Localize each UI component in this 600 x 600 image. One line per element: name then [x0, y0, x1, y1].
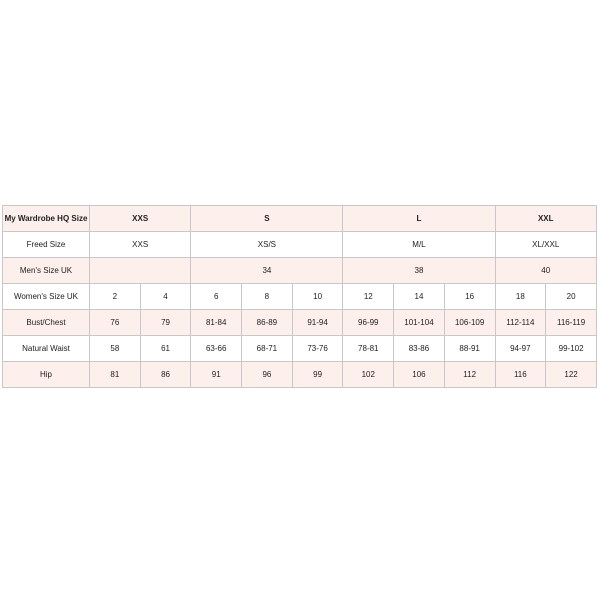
table-cell: 78-81 [343, 336, 394, 362]
table-cell: 91 [191, 362, 242, 388]
table-cell: 81 [90, 362, 141, 388]
table-row-hip [3, 362, 597, 388]
table-cell: 96 [242, 362, 293, 388]
table-cell: 20 [546, 284, 597, 310]
size-group-cell [90, 258, 191, 284]
size-group-cell: XS/S [191, 232, 343, 258]
table-cell: 83-86 [394, 336, 445, 362]
table-cell: 14 [394, 284, 445, 310]
table-cell: 2 [90, 284, 141, 310]
table-cell: 112-114 [495, 310, 546, 336]
row-label: Hip [3, 362, 90, 388]
table-cell: 63-66 [191, 336, 242, 362]
table-cell: 86 [140, 362, 191, 388]
row-label: Natural Waist [3, 336, 90, 362]
size-group-cell: XXS [90, 206, 191, 232]
size-group-cell: 34 [191, 258, 343, 284]
table-row-natural-waist [3, 336, 597, 362]
table-row-womens-size [3, 284, 597, 310]
table-cell: 18 [495, 284, 546, 310]
table-cell: 12 [343, 284, 394, 310]
table-cell: 88-91 [444, 336, 495, 362]
table-cell: 8 [242, 284, 293, 310]
table-cell: 101-104 [394, 310, 445, 336]
table-row-freed-size [3, 232, 597, 258]
table-cell: 4 [140, 284, 191, 310]
table-cell: 96-99 [343, 310, 394, 336]
table-cell: 112 [444, 362, 495, 388]
table-cell: 68-71 [242, 336, 293, 362]
table-cell: 102 [343, 362, 394, 388]
table-cell: 91-94 [292, 310, 343, 336]
row-label: Women's Size UK [3, 284, 90, 310]
row-label: Men's Size UK [3, 258, 90, 284]
table-cell: 99 [292, 362, 343, 388]
table-cell: 76 [90, 310, 141, 336]
size-group-cell: XL/XXL [495, 232, 597, 258]
size-group-cell: S [191, 206, 343, 232]
table-cell: 61 [140, 336, 191, 362]
table-cell: 86-89 [242, 310, 293, 336]
table-row-header [3, 206, 597, 232]
table-cell: 106 [394, 362, 445, 388]
size-group-cell: L [343, 206, 495, 232]
row-label: My Wardrobe HQ Size [3, 206, 90, 232]
size-group-cell: 40 [495, 258, 597, 284]
table-cell: 81-84 [191, 310, 242, 336]
table-cell: 58 [90, 336, 141, 362]
table-cell: 122 [546, 362, 597, 388]
size-group-cell: XXS [90, 232, 191, 258]
row-label: Freed Size [3, 232, 90, 258]
table-cell: 116-119 [546, 310, 597, 336]
table-cell: 116 [495, 362, 546, 388]
row-label: Bust/Chest [3, 310, 90, 336]
table-cell: 10 [292, 284, 343, 310]
size-group-cell: XXL [495, 206, 597, 232]
size-group-cell: M/L [343, 232, 495, 258]
table-row-bust-chest [3, 310, 597, 336]
table-cell: 106-109 [444, 310, 495, 336]
table-cell: 73-76 [292, 336, 343, 362]
table-cell: 94-97 [495, 336, 546, 362]
size-group-cell: 38 [343, 258, 495, 284]
table-row-mens-size [3, 258, 597, 284]
table-cell: 79 [140, 310, 191, 336]
size-chart-table [2, 205, 597, 388]
table-cell: 99-102 [546, 336, 597, 362]
table-cell: 16 [444, 284, 495, 310]
table-cell: 6 [191, 284, 242, 310]
